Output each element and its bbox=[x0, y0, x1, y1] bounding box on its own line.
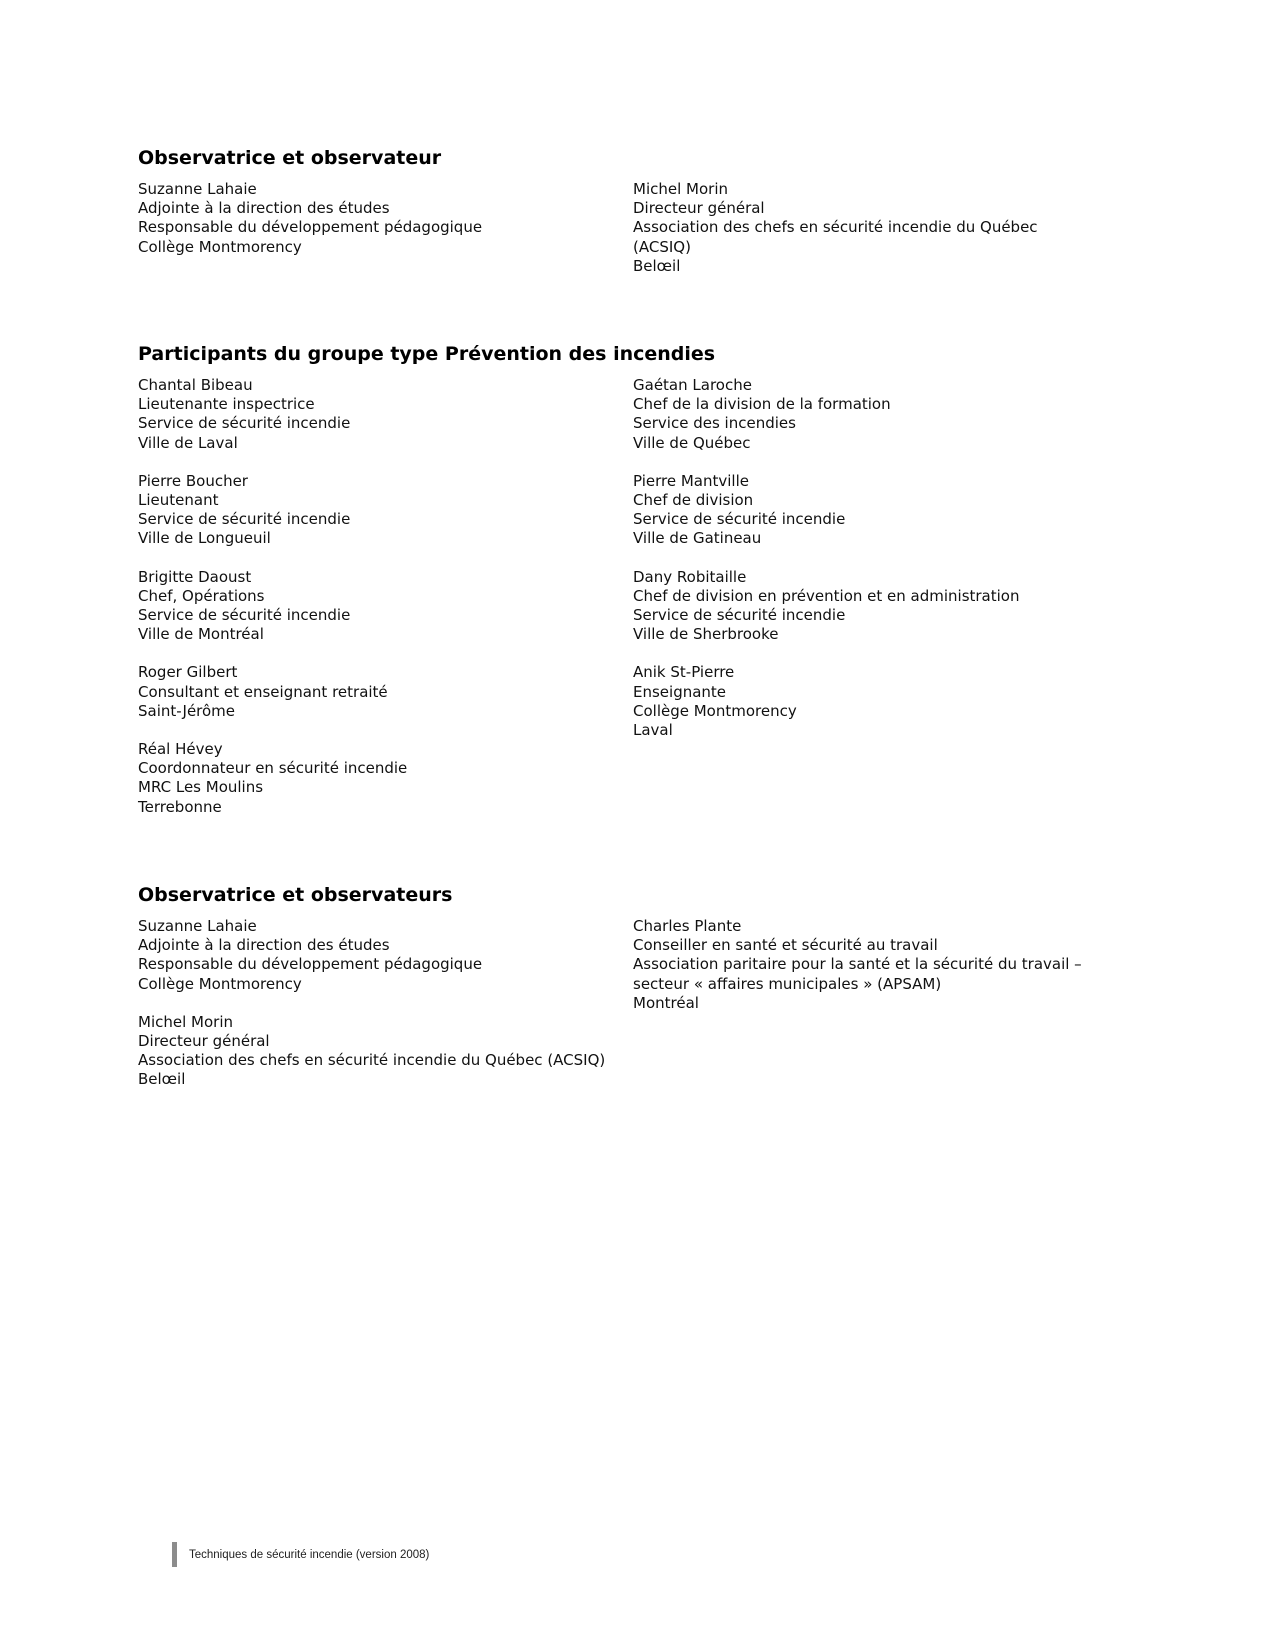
person-entry bbox=[138, 376, 633, 453]
person-detail-line: Consultant et enseignant retraité bbox=[138, 682, 388, 701]
person-detail-line: Belœil bbox=[633, 256, 681, 275]
person-detail-line: Collège Montmorency bbox=[138, 974, 302, 993]
person-name: Suzanne Lahaie bbox=[138, 917, 257, 935]
person-detail-line: Ville de Laval bbox=[138, 433, 238, 452]
person-entry bbox=[138, 1013, 633, 1090]
person-detail-line: Service de sécurité incendie bbox=[138, 510, 351, 529]
person-detail-line: Enseignante bbox=[633, 682, 727, 701]
person-entry bbox=[633, 472, 1098, 549]
person-detail-line: Terrebonne bbox=[138, 797, 222, 816]
person-detail-line: Association des chefs en sécurité incendie du Québec bbox=[633, 218, 1038, 237]
footer-bar bbox=[172, 1542, 177, 1567]
person-entry bbox=[138, 917, 633, 994]
person-entry bbox=[138, 180, 633, 257]
person-detail-line: Conseiller en santé et sécurité au travail bbox=[633, 936, 938, 955]
section-participants bbox=[138, 342, 1098, 836]
left-column bbox=[138, 180, 633, 295]
person-detail-line: Collège Montmorency bbox=[138, 237, 302, 256]
footer-text: Techniques de sécurité incendie (version 2008) bbox=[189, 1548, 430, 1561]
person-detail-line: Association des chefs en sécurité incendie du Québec (ACSIQ) bbox=[138, 1051, 606, 1070]
person-detail-line: secteur « affaires municipales » (APSAM) bbox=[633, 974, 942, 993]
person-name: Charles Plante bbox=[633, 917, 742, 935]
right-column bbox=[633, 180, 1098, 295]
person-detail-line: Directeur général bbox=[633, 199, 765, 218]
section-observers-1 bbox=[138, 146, 1098, 295]
person-detail-line: Chef de division bbox=[633, 491, 754, 510]
person-detail-line: Directeur général bbox=[138, 1032, 270, 1051]
person-name: Michel Morin bbox=[138, 1012, 233, 1031]
person-name: Roger Gilbert bbox=[138, 663, 238, 682]
person-detail-line: Chef de la division de la formation bbox=[633, 395, 891, 414]
person-detail-line: Service de sécurité incendie bbox=[138, 414, 351, 433]
person-detail-line: Ville de Gatineau bbox=[633, 529, 762, 548]
person-detail-line: Saint-Jérôme bbox=[138, 701, 236, 720]
left-column bbox=[138, 376, 633, 836]
person-detail-line: Chef de division en prévention et en administration bbox=[633, 586, 1020, 605]
person-entry bbox=[138, 740, 633, 817]
person-entry bbox=[138, 568, 633, 645]
person-detail-line: Lieutenante inspectrice bbox=[138, 395, 315, 414]
person-detail-line: Ville de Québec bbox=[633, 433, 751, 452]
person-name: Chantal Bibeau bbox=[138, 376, 253, 394]
person-detail-line: MRC Les Moulins bbox=[138, 778, 264, 797]
section-columns bbox=[138, 376, 1098, 836]
person-detail-line: Laval bbox=[633, 721, 673, 740]
right-column bbox=[633, 376, 1098, 836]
section-columns bbox=[138, 180, 1098, 295]
section-columns bbox=[138, 917, 1098, 1109]
person-detail-line: Ville de Montréal bbox=[138, 625, 264, 644]
person-detail-line: Collège Montmorency bbox=[633, 701, 797, 720]
section-title: Participants du groupe type Prévention des incendies bbox=[138, 343, 716, 365]
section-title: Observatrice et observateurs bbox=[138, 884, 453, 906]
person-name: Réal Hévey bbox=[138, 740, 223, 759]
person-detail-line: Responsable du développement pédagogique bbox=[138, 218, 483, 237]
person-detail-line: Service de sécurité incendie bbox=[633, 606, 846, 625]
person-detail-line: Lieutenant bbox=[138, 491, 219, 510]
person-entry bbox=[633, 180, 1098, 276]
person-detail-line: Chef, Opérations bbox=[138, 586, 265, 605]
person-detail-line: (ACSIQ) bbox=[633, 237, 691, 256]
person-detail-line: Adjointe à la direction des études bbox=[138, 199, 390, 218]
person-detail-line: Ville de Longueuil bbox=[138, 529, 271, 548]
person-name: Dany Robitaille bbox=[633, 567, 747, 586]
person-detail-line: Belœil bbox=[138, 1070, 186, 1089]
person-detail-line: Adjointe à la direction des études bbox=[138, 936, 390, 955]
person-entry bbox=[633, 568, 1098, 645]
section-title: Observatrice et observateur bbox=[138, 147, 442, 169]
person-entry bbox=[633, 376, 1098, 453]
person-name: Brigitte Daoust bbox=[138, 567, 252, 586]
person-detail-line: Responsable du développement pédagogique bbox=[138, 955, 483, 974]
person-name: Anik St-Pierre bbox=[633, 663, 735, 682]
person-entry bbox=[138, 663, 633, 721]
person-detail-line: Service des incendies bbox=[633, 414, 796, 433]
person-detail-line: Coordonnateur en sécurité incendie bbox=[138, 759, 408, 778]
section-observers-2 bbox=[138, 883, 1098, 1109]
person-detail-line: Ville de Sherbrooke bbox=[633, 625, 779, 644]
person-name: Pierre Mantville bbox=[633, 471, 749, 490]
person-detail-line: Montréal bbox=[633, 993, 699, 1012]
person-detail-line: Association paritaire pour la santé et la sécurité du travail – bbox=[633, 955, 1082, 974]
left-column bbox=[138, 917, 633, 1109]
page-footer bbox=[172, 1542, 429, 1567]
person-detail-line: Service de sécurité incendie bbox=[138, 606, 351, 625]
person-name: Pierre Boucher bbox=[138, 471, 248, 490]
person-name: Michel Morin bbox=[633, 180, 728, 198]
person-name: Gaétan Laroche bbox=[633, 376, 752, 394]
person-name: Suzanne Lahaie bbox=[138, 180, 257, 198]
person-entry bbox=[138, 472, 633, 549]
person-entry bbox=[633, 917, 1098, 1013]
person-detail-line: Service de sécurité incendie bbox=[633, 510, 846, 529]
person-entry bbox=[633, 663, 1098, 740]
right-column bbox=[633, 917, 1098, 1109]
